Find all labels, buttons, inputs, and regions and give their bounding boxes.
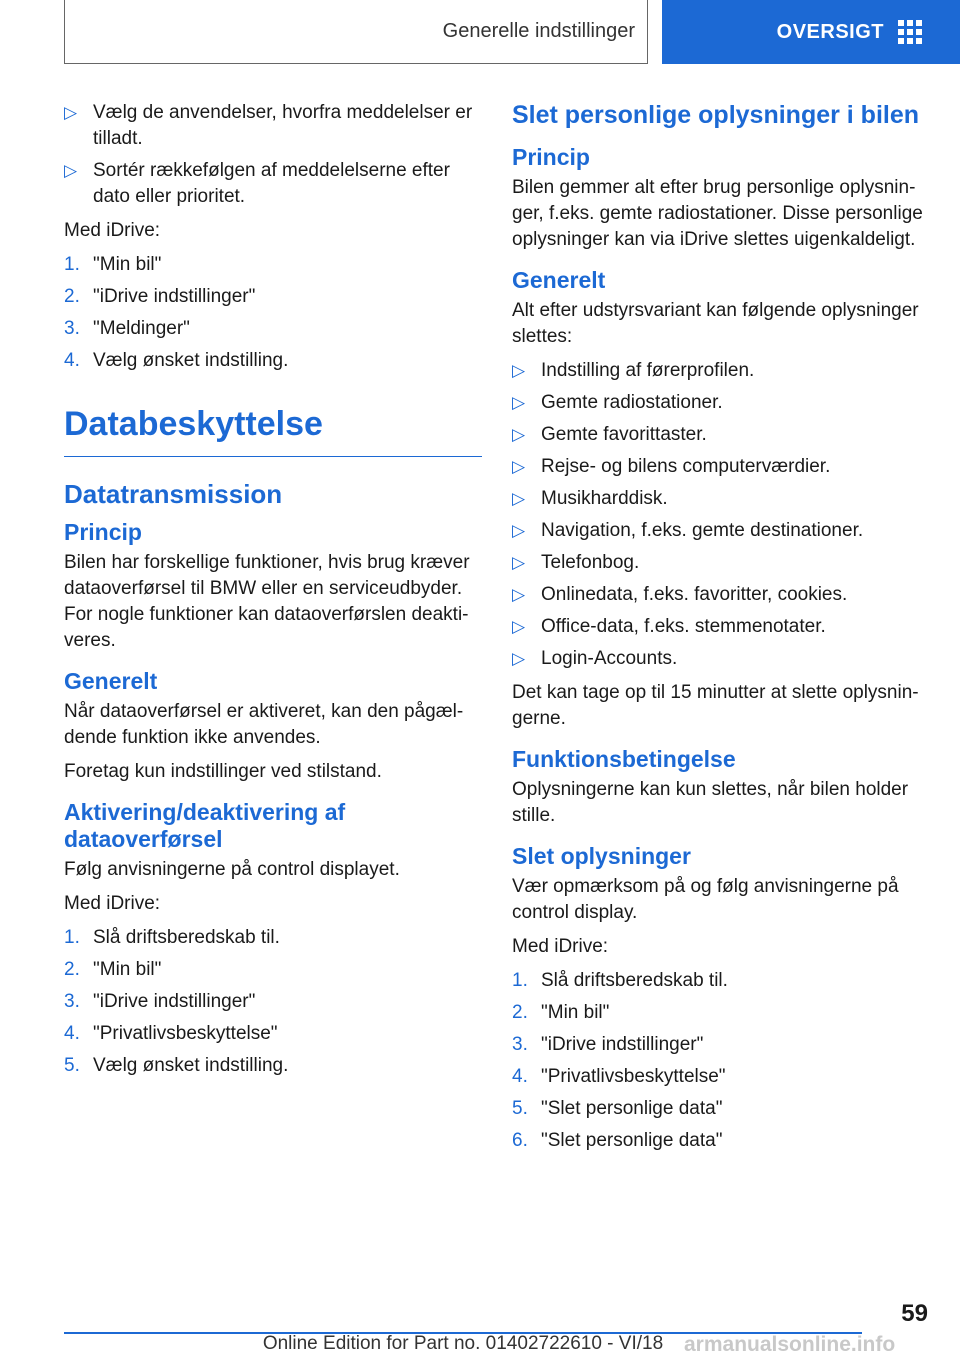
section-heading-slet: Slet personlige oplysninger i bilen [512,101,920,129]
list-item: ▷ Musikharddisk. [512,486,928,512]
list-item: ▷ Telefonbog. [512,550,928,576]
generelt-text: Alt efter udstyrsvariant kan følgende oplysninger slettes: [512,300,919,347]
page-number: 59 [901,1300,928,1327]
aktivering-text: Følg anvisningerne på control displayet. [64,859,400,880]
bullet-triangle-icon: ▷ [512,489,526,508]
list-item: 1. Slå driftsberedskab til. [512,970,728,991]
princip-text: Bilen gemmer alt efter brug personlige oplysninger, f.eks. gemte radiostationer. Disse personlige oplysninger kan via iDrive slettes uigenkaldeligt. [512,177,923,250]
list-item: ▷ Gemte favorittaster. [512,422,928,448]
section-heading: Datatransmission [64,479,283,509]
overview-label: OVERSIGT [776,20,884,43]
list-item: 3. "iDrive indstillinger" [512,1034,704,1055]
overview-button[interactable] [662,0,960,64]
bullet-triangle-icon: ▷ [512,361,526,380]
list-item: 4. "Privatlivsbeskyttelse" [64,1023,278,1044]
list-item: 6. "Slet personlige data" [512,1130,723,1151]
bullet-triangle-icon: ▷ [512,585,526,604]
bullet-triangle-icon: ▷ [512,617,526,636]
steps-list-3 [512,968,928,1154]
idrive-intro: Med iDrive: [64,220,161,241]
list-item: ▷ Onlinedata, f.eks. favoritter, cookies. [512,582,928,608]
funktion-text: Oplysningerne kan kun slettes, når bilen holder stille. [512,779,909,826]
left-column [64,100,482,1087]
list-item: ▷ Rejse- og bilens computerværdier. [512,454,928,480]
list-item: ▷ Sortér rækkefølgen af meddelelserne efter dato eller prioritet. [64,158,482,210]
list-item: 2. "Min bil" [64,959,162,980]
time-text: Det kan tage op til 15 minutter at slette oplysningerne. [512,682,919,729]
list-item: 4. Vælg ønsket indstilling. [64,350,289,371]
subheading-slet-oplysninger: Slet oplysninger [512,843,691,869]
list-item: 1. Slå driftsberedskab til. [64,927,280,948]
generelt-text-1: Når dataoverførsel er aktiveret, kan den pågældende funktion ikke anvendes. [64,701,464,748]
data-bullet-list [512,358,928,672]
bullet-triangle-icon: ▷ [512,393,526,412]
steps-list-1 [64,252,482,374]
princip-text: Bilen har forskellige funktioner, hvis brug kræver dataoverførsel til BMW eller en serviceudbyder. For nogle funktioner kan dataoverførslen deaktiveres. [64,552,470,651]
right-column [512,100,928,1162]
watermark: armanualsonline.info [684,1333,896,1356]
header-section-tab[interactable] [64,0,648,64]
steps-list-2 [64,925,482,1079]
subheading-princip: Princip [512,144,590,170]
list-item: 4. "Privatlivsbeskyttelse" [512,1066,726,1087]
chapter-heading: Databeskyttelse [64,404,482,457]
footer-edition: Online Edition for Part no. 01402722610 - VI/18 [262,1333,664,1354]
list-item: 5. "Slet personlige data" [512,1098,723,1119]
bullet-triangle-icon: ▷ [512,457,526,476]
header-section-title: Generelle indstillinger [442,20,635,42]
subheading-princip: Princip [64,519,142,545]
bullet-triangle-icon: ▷ [512,553,526,572]
slet-text: Vær opmærksom på og følg anvisningerne på control display. [512,876,899,923]
list-item: 2. "iDrive indstillinger" [64,286,256,307]
bullet-triangle-icon: ▷ [512,649,526,668]
list-item: 2. "Min bil" [512,1002,610,1023]
subheading-generelt: Generelt [512,267,606,293]
list-item: ▷ Vælg de anvendelser, hvorfra meddelelser er tilladt. [64,100,482,152]
bullet-triangle-icon: ▷ [512,521,526,540]
bullet-triangle-icon: ▷ [64,103,78,122]
generelt-text-2: Foretag kun indstillinger ved stilstand. [64,761,382,782]
list-item: ▷ Gemte radiostationer. [512,390,928,416]
idrive-intro-2: Med iDrive: [64,893,161,914]
list-item: 1. "Min bil" [64,254,162,275]
list-item: 3. "iDrive indstillinger" [64,991,256,1012]
list-item: ▷ Office-data, f.eks. stemmenotater. [512,614,928,640]
subheading-aktivering: Aktivering/deaktivering af dataoverførsel [64,799,346,852]
list-item: ▷ Login-Accounts. [512,646,928,672]
grid-menu-icon [898,20,922,44]
list-item: ▷ Navigation, f.eks. gemte destinationer. [512,518,928,544]
bullet-triangle-icon: ▷ [64,161,78,180]
subheading-generelt: Generelt [64,668,158,694]
top-bullet-list [64,100,482,210]
list-item: ▷ Indstilling af førerprofilen. [512,358,928,384]
list-item: 3. "Meldinger" [64,318,190,339]
subheading-funktionsbetingelse: Funktionsbetingelse [512,746,736,772]
idrive-intro: Med iDrive: [512,936,609,957]
bullet-triangle-icon: ▷ [512,425,526,444]
list-item: 5. Vælg ønsket indstilling. [64,1055,289,1076]
